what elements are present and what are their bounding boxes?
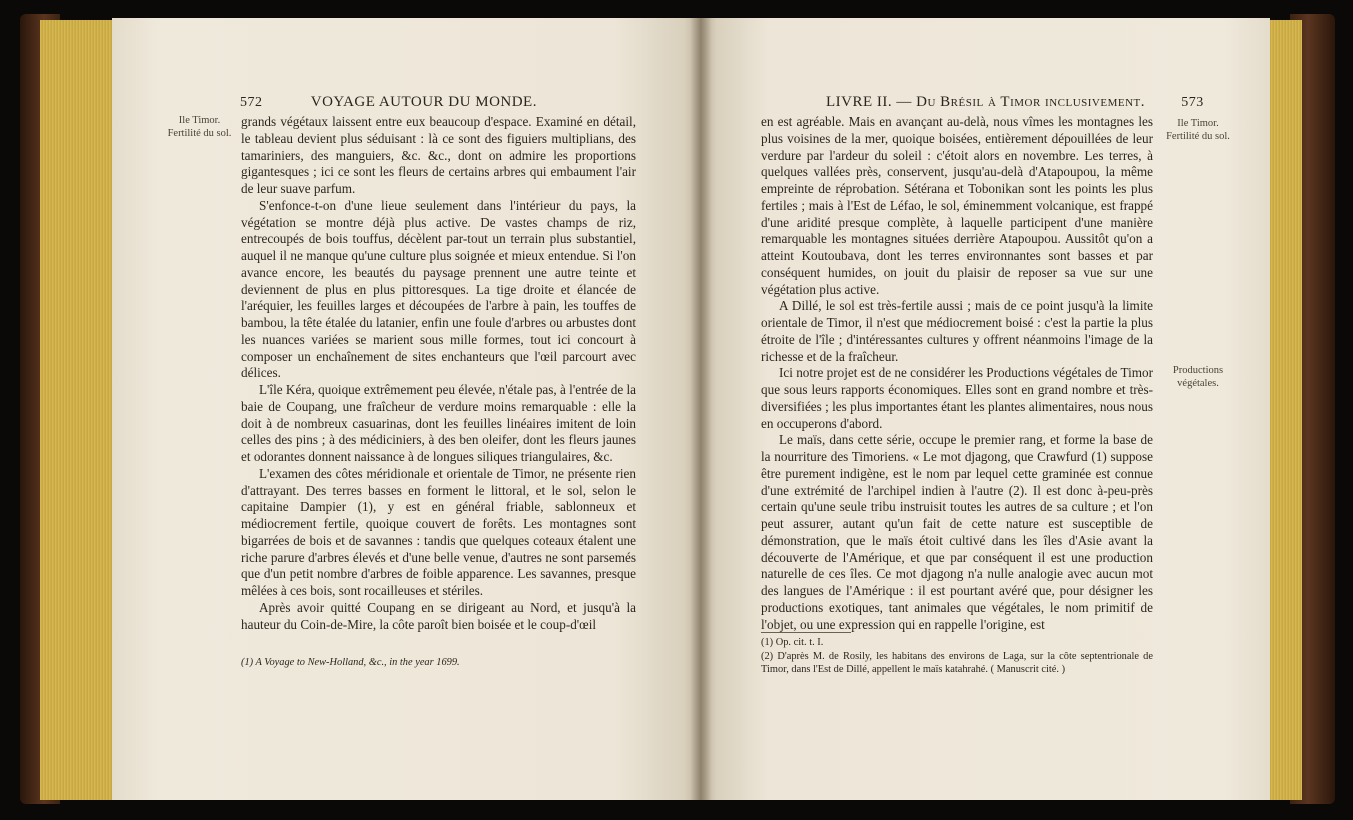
left-page-number: 572 — [240, 95, 263, 110]
left-margin-note-2: Fertilité du sol. — [167, 128, 232, 139]
left-margin-note-1: Ile Timor. — [178, 115, 221, 126]
right-body-text — [761, 114, 1153, 633]
right-paragraph-1: en est agréable. Mais en avançant au-delà, nous vîmes les montagnes les plus voisines de la mer, quoique boisées, entièrement dépouillées de leur verdure par l'ardeur du soleil : c'étoit alors en novembre. Les terres, à quelques vallées près, conservent, jusqu'au-delà d'Atapoupou, la même empreinte de réprobation. Sétérana et Tobonikan sont les points les plus fertiles ; mais à l'Est de Léfao, le sol, éminemment volcanique, est frappé d'une aridité presque complète, à laquelle participent d'une manière remarquable les montagnes situées derrière Atapoupou. Aussitôt qu'on a atteint Koutoubava, dont les terres environnantes sont basses et par conséquent humides, on jouit du plaisir de reposer sa vue sur une végétation plus active. — [761, 114, 1153, 297]
book-gutter — [690, 18, 712, 800]
right-margin-note-3: Productions végétales. — [1172, 365, 1224, 389]
left-paragraph-4: L'examen des côtes méridionale et orientale de Timor, ne présente rien d'attrayant. Des terres basses en forment le littoral, et le sol, selon le capitaine Dampier (1), y est en général friable, sablonneux et médiocrement fertile, quoique couvert de forêts. Les montagnes sont bigarrées de bois et de savannes : tandis que quelques coteaux étalent une riche parure d'arbres élevés et d'une belle venue, d'autres ne sont parsemés que d'un petit nombre d'arbres de foible apparence. Les savannes, presque mêlées à ces bois, sont rocailleuses et stériles. — [241, 465, 636, 598]
left-paragraph-2: S'enfonce-t-on d'une lieue seulement dans l'intérieur du pays, la végétation se montre déjà plus active. De vastes champs de riz, entrecoupés de bois touffus, décèlent par-tout un terrain plus substantiel, auquel il ne manque qu'une culture plus soignée et mieux entendue. Si l'on avance encore, les beautés du paysage prennent une autre teinte et deviennent de plus en plus pittoresques. La tige droite et élancée de l'aréquier, les feuilles larges et découpées de l'arbre à pain, les touffes de bambou, la tête étalée du latanier, enfin une foule d'arbres ou arbustes dont les nuances variées se marient sous mille formes, tout ici concourt à composer un enchaînement de sites enchanteurs que l'œil parcourt avec délices. — [241, 197, 636, 381]
right-paragraph-2: A Dillé, le sol est très-fertile aussi ; mais de ce point jusqu'à la limite orientale de Timor, il n'est que médiocrement boisé : c'est la partie la plus étroite de l'île ; d'intéressantes cultures y offrent néanmoins l'image de la richesse et de la fraîcheur. — [761, 298, 1153, 364]
right-footnote-rule — [761, 632, 851, 633]
left-page-header — [240, 94, 537, 111]
right-paragraph-3: Ici notre projet est de ne considérer les Productions végétales de Timor que sous leurs rapports économiques. Elles sont en grand nombre et très-diversifiées ; les plus importantes étant les plantes alimentaires, nous nous en occuperons d'abord. — [761, 365, 1153, 431]
right-footnote-1: (1) Op. cit. t. I. — [761, 637, 824, 648]
left-running-head: VOYAGE AUTOUR DU MONDE. — [310, 94, 537, 110]
right-margin-note-2: Fertilité du sol. — [1166, 131, 1230, 142]
right-page-header — [826, 94, 1204, 111]
left-paragraph-3: L'île Kéra, quoique extrêmement peu élevée, n'étale pas, à l'entrée de la baie de Coupang, une fraîcheur de verdure moins remarquable : elle la doit à de nombreux casuarinas, dont les feuilles linéaires imitent de loin celles des pins ; à des médiciniers, à des ben oleifer, dont les fleurs jaunes et odorantes donnent naissance à de longues siliques triangulaires, &c. — [241, 382, 636, 464]
right-running-head: LIVRE II. — Du Brésil à Timor inclusivement. — [826, 94, 1146, 110]
left-paragraph-5: Après avoir quitté Coupang en se dirigeant au Nord, et jusqu'à la hauteur du Coin-de-Mire, la côte paroît bien boisée et le coup-d'œil — [241, 599, 636, 632]
left-body-text — [241, 114, 636, 633]
right-paragraph-4: Le maïs, dans cette série, occupe le premier rang, et forme la base de la nourriture des Timoriens. « Le mot djagong, que Crawfurd (1) suppose être purement indigène, est le nom par lequel cette graminée est connue d'une extrémité de l'archipel indien à l'autre (2). Il est donc à-peu-près certain qu'une seule tribu instruisit toutes les autres de sa culture ; et l'on peut assurer, autant qu'un fait de cette nature est susceptible de démonstration, que le maïs étoit cultivé dans les îles d'Asie avant la découverte de l'Amérique, et que par conséquent il est une production naturelle de ces îles. Ce mot djagong n'a nulle analogie avec aucun mot des langues de l'Amérique : il est pourtant avéré que, pour désigner les productions exotiques, tant animales que végétales, le nom primitif de l'objet, ou une expression qui en rappelle l'origine, est — [761, 432, 1153, 632]
right-footnote-2: (2) D'après M. de Rosily, les habitans des environs de Laga, sur la côte septentrionale de Timor, dans l'Est de Dillé, appellent le maïs katahrahé. ( Manuscrit cité. ) — [761, 651, 1153, 676]
right-margin-note-1: Ile Timor. — [1177, 118, 1219, 129]
left-page-edges — [40, 20, 115, 800]
right-page-number: 573 — [1181, 95, 1204, 110]
left-paragraph-1: grands végétaux laissent entre eux beaucoup d'espace. Examiné en détail, le tableau devient plus séduisant : là ce sont des figuiers multiplians, des tamariniers, des manguiers, &c. &c., dont on admire les proportions gigantesques ; ici ce sont les fleurs de certains arbres qui embaument l'air de leur suave parfum. — [241, 114, 636, 196]
left-footnote-1: (1) A Voyage to New-Holland, &c., in the year 1699. — [241, 657, 460, 668]
